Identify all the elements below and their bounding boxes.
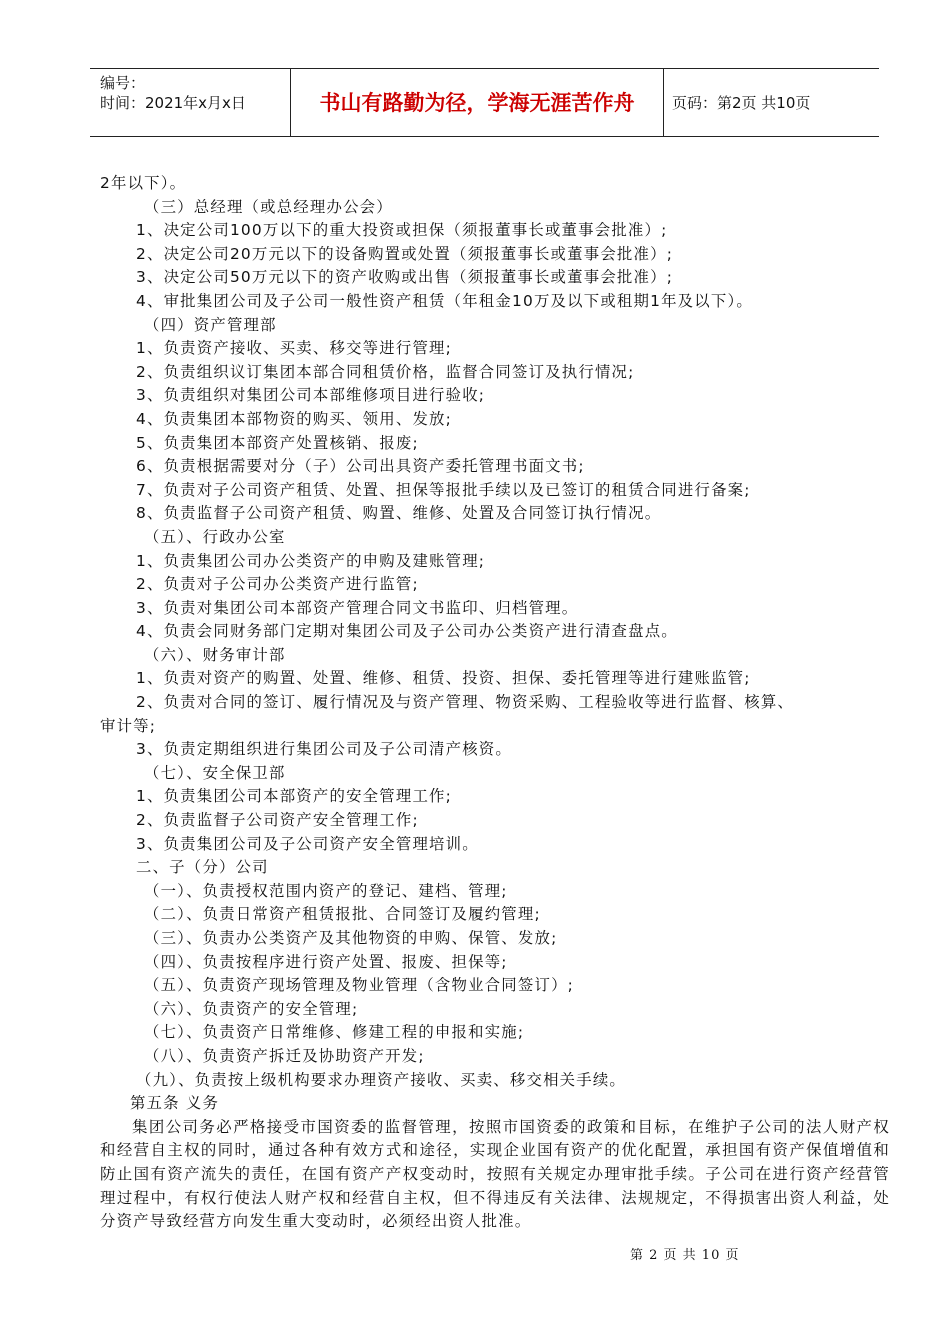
section-heading: 二、子（分）公司: [136, 858, 269, 877]
list-item: 6、负责根据需要对分（子）公司出具资产委托管理书面文书;: [136, 457, 585, 476]
list-item: 3、负责对集团公司本部资产管理合同文书监印、归档管理。: [136, 598, 579, 617]
section-heading: （五）、行政办公室: [144, 527, 286, 546]
section-heading: （三）总经理（或总经理办公会）: [144, 197, 393, 216]
header-page-label: 页码：第2页 共10页: [672, 94, 811, 112]
list-item: （六）、负责资产的安全管理;: [144, 999, 359, 1018]
list-item: （八）、负责资产拆迁及协助资产开发;: [144, 1046, 425, 1065]
list-item: 1、负责集团公司本部资产的安全管理工作;: [136, 787, 453, 806]
list-item: 2、负责对子公司办公类资产进行监管;: [136, 575, 419, 594]
list-item: 8、负责监督子公司资产租赁、购置、维修、处置及合同签订执行情况。: [136, 504, 662, 523]
list-item: 7、负责对子公司资产租赁、处置、担保等报批手续以及已签订的租赁合同进行备案;: [136, 480, 751, 499]
list-item: 3、负责组织对集团公司本部维修项目进行验收;: [136, 386, 486, 405]
section-heading: （六）、财务审计部: [144, 645, 286, 664]
header-divider-left: [290, 69, 291, 136]
list-item: （九）、负责按上级机构要求办理资产接收、买卖、移交相关手续。: [136, 1070, 627, 1089]
list-item: 2、负责监督子公司资产安全管理工作;: [136, 811, 419, 830]
list-item: （三）、负责办公类资产及其他物资的申购、保管、发放;: [144, 929, 558, 947]
list-item: 5、负责集团本部资产处置核销、报废;: [136, 433, 419, 452]
list-item: 3、负责集团公司及子公司资产安全管理培训。: [136, 834, 479, 853]
list-item: 2、负责对合同的签订、履行情况及与资产管理、物资采购、工程验收等进行监督、核算、: [136, 693, 795, 712]
header-motto: 书山有路勤为径，学海无涯苦作舟: [319, 91, 635, 115]
list-item: （七）、负责资产日常维修、修建工程的申报和实施;: [144, 1023, 525, 1042]
header-serial-label: 编号：: [100, 74, 146, 92]
list-item: （一）、负责授权范围内资产的登记、建档、管理;: [144, 881, 508, 900]
list-item: 1、负责集团公司办公类资产的申购及建账管理;: [136, 551, 486, 570]
list-item: 3、负责定期组织进行集团公司及子公司清产核资。: [136, 740, 512, 759]
list-item: 4、负责会同财务部门定期对集团公司及子公司办公类资产进行清查盘点。: [136, 622, 678, 641]
footer-page-number: 第 2 页 共 10 页: [630, 1248, 740, 1263]
list-item: 1、负责资产接收、买卖、移交等进行管理;: [136, 339, 453, 358]
list-item: 3、决定公司50万元以下的资产收购或出售（须报董事长或董事会批准）;: [136, 268, 674, 287]
list-item-continuation: 审计等;: [100, 716, 157, 735]
list-item: 1、决定公司100万以下的重大投资或担保（须报董事长或董事会批准）;: [136, 221, 668, 240]
article-heading: 第五条 义务: [130, 1094, 220, 1113]
list-item: （二）、负责日常资产租赁报批、合同签订及履约管理;: [144, 905, 541, 924]
header-divider-right: [663, 69, 664, 136]
body-line: 2年以下）。: [100, 174, 187, 192]
header-bottom-rule: [90, 136, 879, 137]
list-item: 4、负责集团本部物资的购买、领用、发放;: [136, 409, 453, 428]
list-item: （四）、负责按程序进行资产处置、报废、担保等;: [144, 952, 508, 971]
header-top-rule: [90, 68, 879, 69]
header-time-label: 时间：2021年x月x日: [100, 94, 246, 112]
section-heading: （四）资产管理部: [144, 315, 277, 334]
list-item: 2、决定公司20万元以下的设备购置或处置（须报董事长或董事会批准）;: [136, 244, 674, 263]
document-body: [100, 172, 890, 1234]
list-item: 1、负责对资产的购置、处置、维修、租赁、投资、担保、委托管理等进行建账监管;: [136, 669, 751, 688]
list-item: （五）、负责资产现场管理及物业管理（含物业合同签订）;: [144, 976, 575, 995]
section-heading: （七）、安全保卫部: [144, 763, 286, 782]
list-item: 4、审批集团公司及子公司一般性资产租赁（年租金10万及以下或租期1年及以下）。: [136, 291, 753, 310]
article-paragraph: 集团公司务必严格接受市国资委的监督管理，按照市国资委的政策和目标，在维护子公司的法人财产权和经营自主权的同时，通过各种有效方式和途径，实现企业国有资产的优化配置，承担国有资产保值增值和防止国有资产流失的责任，在国有资产产权变动时，按照有关规定办理审批手续。子公司在进行资产经营管理过程中，有权行使法人财产权和经营自主权，但不得违反有关法律、法规规定，不得损害出资人利益，处分资产导致经营方向发生重大变动时，必须经出资人批准。: [100, 1117, 890, 1231]
list-item: 2、负责组织议订集团本部合同租赁价格，监督合同签订及执行情况;: [136, 362, 635, 381]
